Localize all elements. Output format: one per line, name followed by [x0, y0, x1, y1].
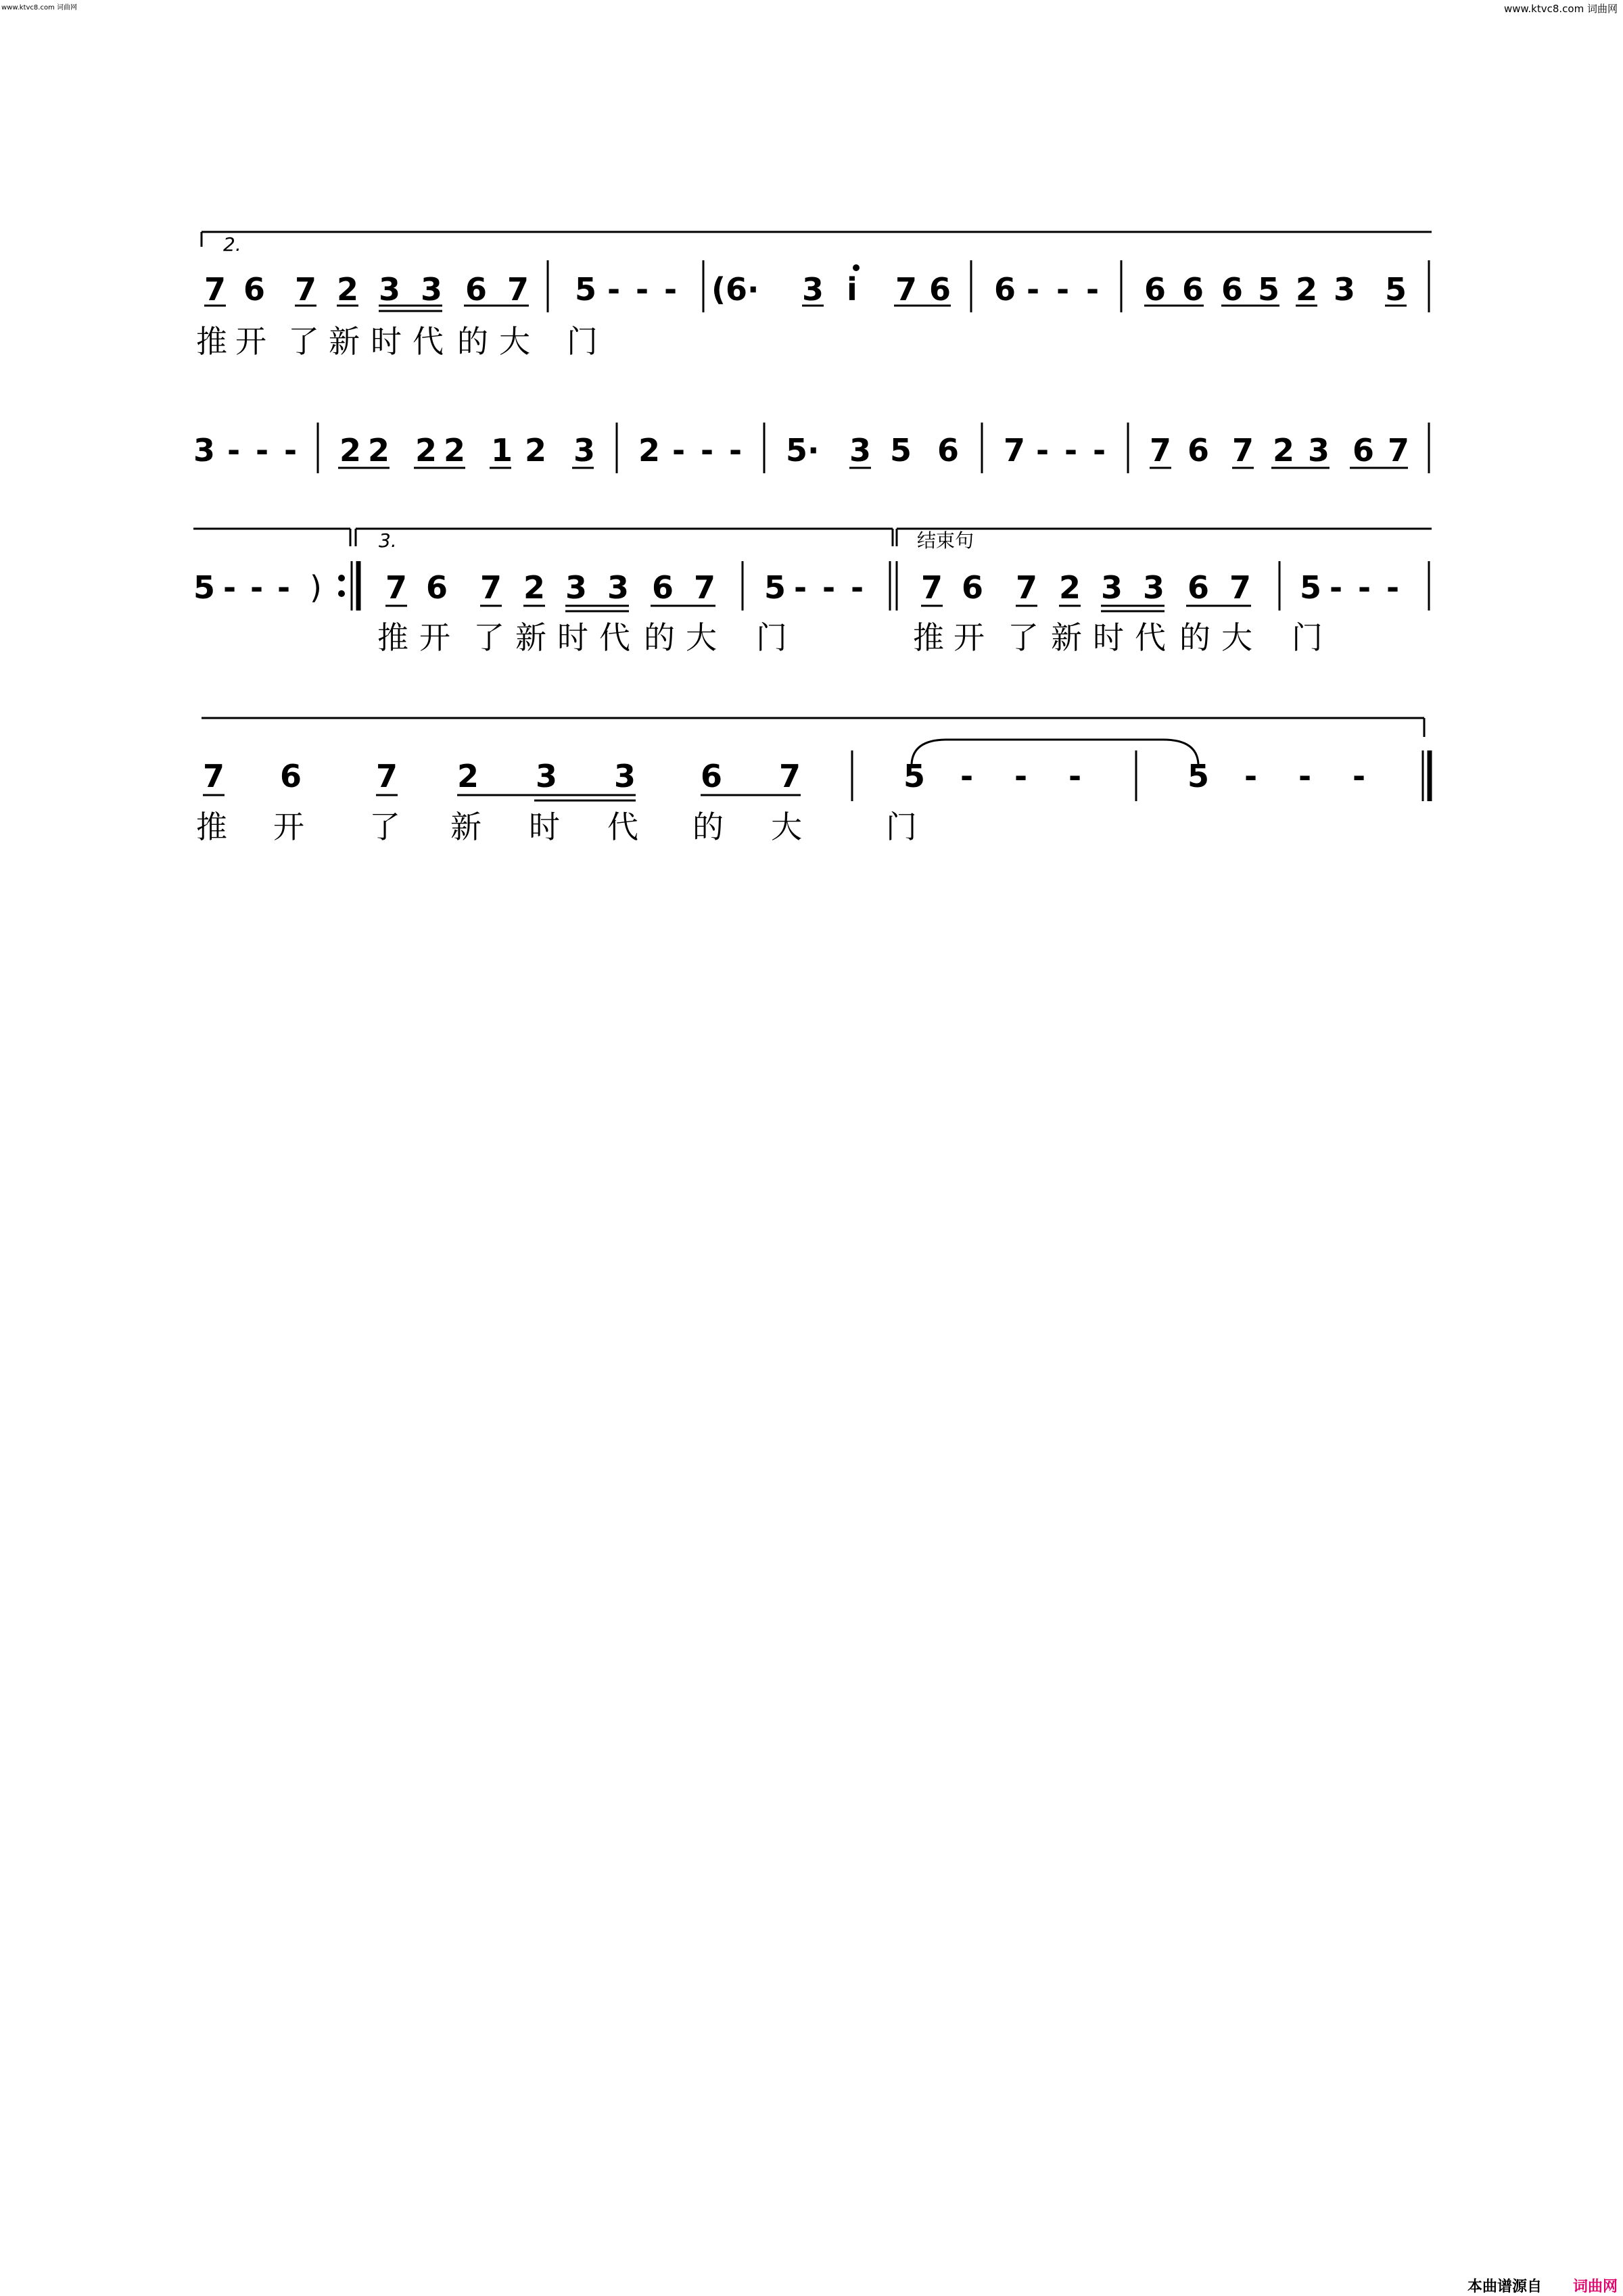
note: 7	[480, 569, 502, 606]
note: 2	[638, 432, 661, 469]
note: 6	[652, 569, 674, 606]
lyric: 了	[1008, 619, 1039, 656]
note: 3	[565, 569, 588, 606]
note: 6	[1182, 271, 1204, 308]
note: 5	[903, 758, 926, 794]
dash: -	[277, 569, 291, 606]
lyric: 门	[886, 809, 917, 845]
note: 3	[1143, 569, 1165, 606]
lyric: 时	[371, 323, 402, 360]
lyric: 的	[457, 323, 488, 360]
note: 5	[890, 432, 912, 469]
note: 6	[937, 432, 960, 469]
dash: -	[664, 271, 678, 308]
note: 2	[523, 569, 546, 606]
dash: -	[1014, 758, 1028, 794]
note: 7	[203, 758, 225, 794]
note: 6	[929, 271, 951, 308]
note: 3	[614, 758, 636, 794]
dash: -	[1086, 271, 1100, 308]
dash: -	[250, 569, 264, 606]
dash: -	[701, 432, 714, 469]
note: 7	[1016, 569, 1038, 606]
note: 7	[1229, 569, 1252, 606]
volta-2-label: 2.	[223, 233, 241, 256]
note: 5	[1258, 271, 1280, 308]
lyric: 开	[954, 619, 985, 656]
dash: -	[1027, 271, 1040, 308]
lyric: 大	[771, 809, 802, 845]
dash: -	[256, 432, 269, 469]
footer-source-label: 本曲谱源自	[1467, 2278, 1542, 2295]
lyric: 代	[1135, 619, 1166, 656]
lyric: 的	[644, 619, 675, 656]
header-right-watermark: www.ktvc8.com 词曲网	[1503, 3, 1618, 15]
lyric: 推	[377, 619, 408, 656]
note: 7	[376, 758, 398, 794]
note: 6	[701, 758, 723, 794]
note: 1	[491, 432, 513, 469]
note: 5	[764, 569, 786, 606]
note: 3	[849, 432, 872, 469]
lyric: 推	[196, 809, 227, 845]
lyric: 了	[288, 323, 319, 360]
footer-site-logo[interactable]: 词曲网	[1572, 2278, 1618, 2295]
dash: -	[1244, 758, 1258, 794]
note: 6	[1187, 432, 1210, 469]
dash: -	[960, 758, 974, 794]
dash: -	[1358, 569, 1371, 606]
note: 2	[525, 432, 547, 469]
note: 6	[1352, 432, 1375, 469]
note: 3	[379, 271, 401, 308]
lyric: 时	[557, 619, 588, 656]
note: 2	[444, 432, 466, 469]
lyric: 了	[369, 809, 400, 845]
note: 7	[204, 271, 227, 308]
lyric: 的	[1179, 619, 1210, 656]
note: 7	[1232, 432, 1254, 469]
lyric: 开	[419, 619, 450, 656]
note: 3	[1334, 271, 1356, 308]
dash: -	[1298, 758, 1312, 794]
note: 3	[1308, 432, 1330, 469]
dash: -	[227, 432, 241, 469]
dash: -	[1068, 758, 1082, 794]
dash: -	[1056, 271, 1070, 308]
lyric: 的	[692, 809, 724, 845]
dash: -	[636, 271, 649, 308]
dash: -	[1330, 569, 1343, 606]
dash: -	[1064, 432, 1078, 469]
note: 2	[415, 432, 438, 469]
note: 3	[193, 432, 216, 469]
lyric: 代	[413, 323, 444, 360]
dash: -	[1352, 758, 1366, 794]
note: 2	[339, 432, 362, 469]
lyric: 开	[273, 809, 304, 845]
lyric: 新	[1051, 619, 1082, 656]
note: 3	[1101, 569, 1123, 606]
note: 6	[243, 271, 266, 308]
note: 3	[536, 758, 558, 794]
lyric: 新	[515, 619, 546, 656]
note: 6	[1144, 271, 1167, 308]
note: 3	[802, 271, 824, 308]
lyric: 门	[756, 619, 787, 656]
note: 2	[1273, 432, 1295, 469]
lyric: 新	[450, 809, 481, 845]
dash: -	[284, 432, 298, 469]
note: 6	[1187, 569, 1210, 606]
lyric: 了	[473, 619, 504, 656]
note: 3	[607, 569, 630, 606]
header-left-watermark: www.ktvc8.com 词曲网	[1, 4, 78, 11]
note: 6	[426, 569, 448, 606]
note: 2	[457, 758, 479, 794]
note: 6	[962, 569, 984, 606]
note: 7	[921, 569, 943, 606]
note: 7	[895, 271, 918, 308]
lyric: 大	[686, 619, 717, 656]
paren-close: )	[310, 569, 322, 606]
ending-label: 结束句	[917, 529, 974, 552]
lyric: 代	[599, 619, 630, 656]
note: 7	[1004, 432, 1026, 469]
note: 7	[1388, 432, 1410, 469]
lyric: 推	[913, 619, 944, 656]
lyric: 门	[1292, 619, 1323, 656]
note: 7	[694, 569, 716, 606]
lyric: 大	[1221, 619, 1252, 656]
note: 7	[1150, 432, 1172, 469]
dash: -	[223, 569, 237, 606]
dash: -	[822, 569, 836, 606]
lyric: 推	[196, 323, 227, 360]
note: 3	[421, 271, 443, 308]
note: 7	[779, 758, 801, 794]
note: 7	[507, 271, 530, 308]
dash: -	[729, 432, 743, 469]
note: 3	[573, 432, 596, 469]
lyric: 时	[529, 809, 560, 845]
volta-3-label: 3.	[379, 529, 397, 552]
note: 5	[1300, 569, 1322, 606]
dash: -	[1386, 569, 1400, 606]
dash: -	[851, 569, 864, 606]
note: 2	[1059, 569, 1081, 606]
note: 5	[193, 569, 216, 606]
note: 2	[1296, 271, 1318, 308]
note: 7	[385, 569, 408, 606]
lyric: 时	[1093, 619, 1124, 656]
lyric: 代	[607, 809, 638, 845]
note: 2	[368, 432, 390, 469]
note: 6	[1221, 271, 1244, 308]
note-high-1: i	[847, 271, 857, 308]
dash: -	[672, 432, 686, 469]
dash: -	[1036, 432, 1050, 469]
dash: -	[607, 271, 621, 308]
note: 6	[280, 758, 302, 794]
lyric: 大	[499, 323, 530, 360]
dash: -	[1093, 432, 1106, 469]
note: 7	[295, 271, 317, 308]
lyric: 门	[567, 323, 598, 360]
note: 6	[465, 271, 488, 308]
lyric: 开	[235, 323, 266, 360]
note: (6·	[711, 271, 759, 308]
note: 2	[337, 271, 359, 308]
note: 5	[1187, 758, 1210, 794]
note: 5·	[786, 432, 820, 469]
note: 6	[994, 271, 1016, 308]
note: 5	[575, 271, 597, 308]
note: 5	[1385, 271, 1407, 308]
dash: -	[794, 569, 807, 606]
lyric: 新	[329, 323, 360, 360]
